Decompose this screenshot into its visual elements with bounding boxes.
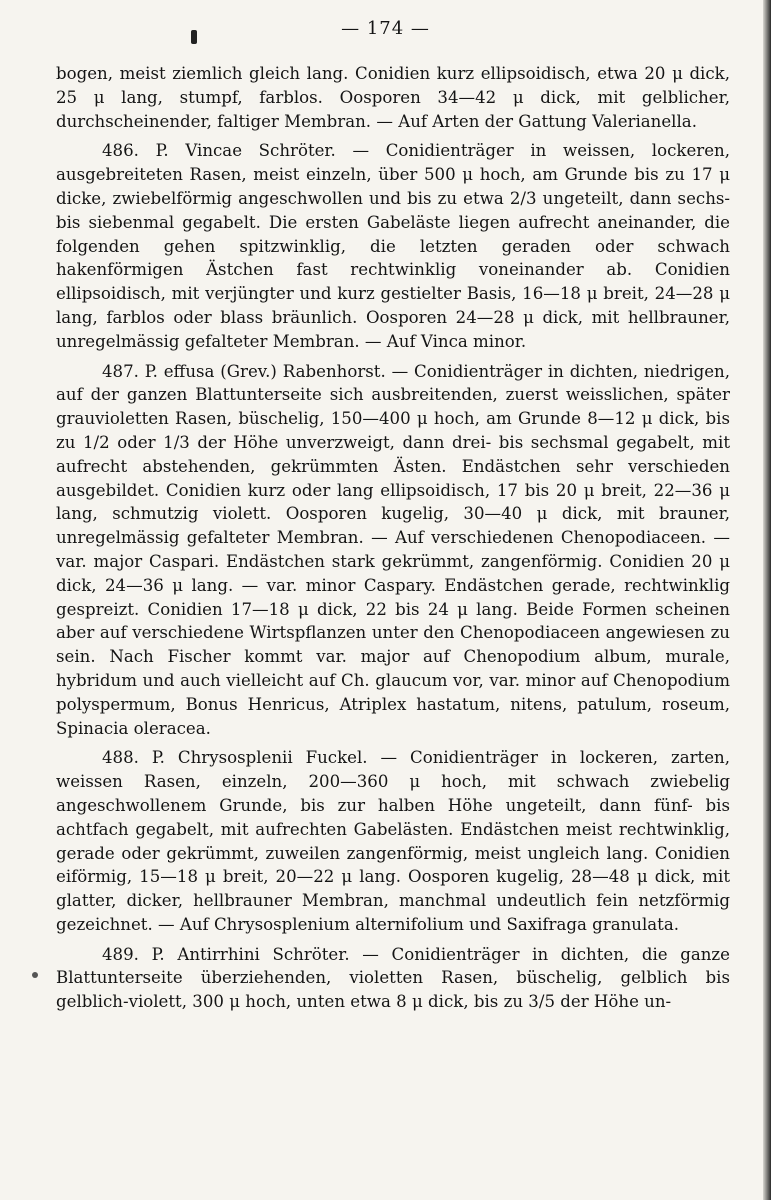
paragraph-continuation: bogen, meist ziemlich gleich lang. Conidien kurz ellipsoidisch, etwa 20 μ dick, 25 μ lang, stumpf, farblos. Oosporen 34—42 μ dick, mit gelblicher, durchscheinender, faltiger Membran. — Auf Arten der Gattung Valerianella.: [56, 64, 730, 131]
paragraph-489-antirrhini: 489. P. Antirrhini Schröter. — Conidienträger in dichten, die ganze Blattunterseite überziehenden, violetten Rasen, büschelig, gelblich bis gelblich-violett, 300 μ hoch, unten etwa 8 μ dick, bis zu 3/5 der Höhe un-: [56, 944, 730, 1012]
paragraph-487-effusa: 487. P. effusa (Grev.) Rabenhorst. — Conidienträger in dichten, niedrigen, auf der ganzen Blattunterseite sich ausbreitenden, zuerst weisslichen, später grauvioletten Rasen, büschelig, 150—400 μ hoch, am Grunde 8—12 μ dick, bis zu 1/2 oder 1/3 der Höhe unverzweigt, dann drei- bis sechsmal gegabelt, mit aufrecht abstehenden, gekrümmten Ästen. Endästchen sehr verschieden ausgebildet. Conidien kurz oder lang ellipsoidisch, 17 bis 20 μ breit, 22—36 μ lang, schmutzig violett. Oosporen kugelig, 30—40 μ dick, mit brauner, unregelmässig gefalteter Membran. — Auf verschiedenen Chenopodiaceen. — var. major Caspari. Endästchen stark gekrümmt, zangenförmig. Conidien 20 μ dick, 24—36 μ lang. — var. minor Caspary. Endästchen gerade, rechtwinklig gespreizt. Conidien 17—18 μ dick, 22 bis 24 μ lang. Beide Formen scheinen aber auf verschiedene Wirtspflanzen unter den Chenopodiaceen angewiesen zu sein. Nach Fischer kommt var. major auf Chenopodium album, murale, hybridum und auch vielleicht auf Ch. glaucum vor, var. minor auf Chenopodium polyspermum, Bonus Henricus, Atriplex hastatum, nitens, patulum, roseum, Spinacia oleracea.: [56, 361, 730, 738]
ink-speck: [32, 972, 38, 978]
body-text: [56, 62, 730, 1014]
page-edge-shadow: [763, 0, 771, 1200]
page-number: — 174 —: [341, 18, 430, 39]
paragraph-488-chrysosplenii: 488. P. Chrysosplenii Fuckel. — Conidienträger in lockeren, zarten, weissen Rasen, einzeln, 200—360 μ hoch, mit schwach zwiebelig angeschwollenem Grunde, bis zur halben Höhe ungeteilt, dann fünf- bis achtfach gegabelt, mit aufrechten Gabelästen. Endästchen meist rechtwinklig, gerade oder gekrümmt, zuweilen zangenförmig, meist ungleich lang. Conidien eiförmig, 15—18 μ breit, 20—22 μ lang. Oosporen kugelig, 28—48 μ dick, mit glatter, dicker, hellbrauner Membran, manchmal undeutlich fein netzförmig gezeichnet. — Auf Chrysosplenium alternifolium und Saxifraga granulata.: [56, 748, 730, 934]
paragraph-486-vincae: 486. P. Vincae Schröter. — Conidienträger in weissen, lockeren, ausgebreiteten Rasen, meist einzeln, über 500 μ hoch, am Grunde bis zu 17 μ dicke, zwiebelförmig angeschwollen und bis zu etwa 2/3 ungeteilt, dann sechs- bis siebenmal gegabelt. Die ersten Gabeläste liegen aufrecht aneinander, die folgenden gehen spitzwinklig, die letzten geraden oder schwach hakenförmigen Ästchen fast rechtwinklig voneinander ab. Conidien ellipsoidisch, mit verjüngter und kurz gestielter Basis, 16—18 μ breit, 24—28 μ lang, farblos oder blass bräunlich. Oosporen 24—28 μ dick, mit hellbrauner, unregelmässig gefalteter Membran. — Auf Vinca minor.: [56, 141, 730, 351]
